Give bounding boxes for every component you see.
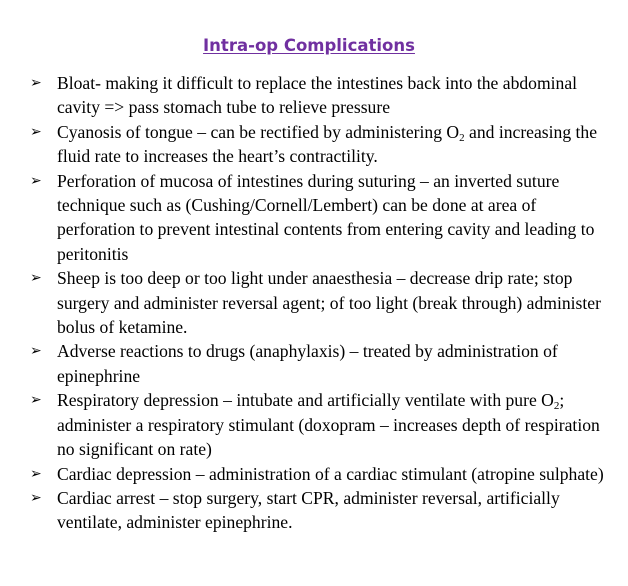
arrowhead-bullet-icon: ➢ bbox=[30, 270, 42, 287]
arrowhead-bullet-icon: ➢ bbox=[30, 392, 42, 409]
list-item bbox=[30, 266, 616, 339]
list-item bbox=[30, 120, 616, 169]
list-item-text: Sheep is too deep or too light under anaesthesia – decrease drip rate; stop surgery and administer reversal agent; of too light (break through) administer bolus of ketamine. bbox=[57, 268, 601, 338]
arrowhead-bullet-icon: ➢ bbox=[30, 465, 42, 482]
page-title: Intra-op Complications bbox=[203, 36, 415, 55]
list-item-text: Adverse reactions to drugs (anaphylaxis) – treated by administration of epinephrine bbox=[57, 341, 558, 386]
arrowhead-bullet-icon: ➢ bbox=[30, 75, 42, 91]
list-item bbox=[30, 462, 616, 486]
list-item-text-part: Cyanosis of tongue – can be rectified by administering O bbox=[57, 121, 460, 142]
arrowhead-bullet-icon: ➢ bbox=[30, 489, 42, 506]
subscript: 2 bbox=[553, 400, 560, 413]
subscript: 2 bbox=[459, 131, 465, 144]
arrowhead-bullet-icon: ➢ bbox=[30, 172, 42, 189]
list-item-text-part: and increasing the fluid rate to increases the heart’s contractility. bbox=[57, 121, 598, 167]
complications-list bbox=[30, 71, 616, 535]
list-item-text-part: Respiratory depression – intubate and artificially ventilate with pure O bbox=[57, 390, 554, 411]
list-item bbox=[30, 71, 616, 120]
list-item-text: Bloat- making it difficult to replace the intestines back into the abdominal cavity => pass stomach tube to relieve pressure bbox=[57, 73, 578, 118]
list-item-text: Cardiac arrest – stop surgery, start CPR, administer reversal, artificially ventilate, administer epinephrine. bbox=[57, 487, 560, 533]
arrowhead-bullet-icon: ➢ bbox=[30, 123, 42, 140]
list-item-text-part: ; administer a respiratory stimulant (doxopram – increases depth of respiration no significant on rate) bbox=[57, 390, 600, 460]
list-item bbox=[30, 486, 616, 535]
list-item bbox=[30, 169, 616, 267]
arrowhead-bullet-icon: ➢ bbox=[30, 343, 42, 360]
list-item bbox=[30, 388, 616, 461]
list-item-text: Perforation of mucosa of intestines during suturing – an inverted suture technique such as (Cushing/Cornell/Lembert) can be done at area of perforation to prevent intestinal contents from entering cavity and leading to peritonitis bbox=[57, 170, 595, 264]
list-item-text: Cardiac depression – administration of a cardiac stimulant (atropine sulphate) bbox=[57, 463, 604, 484]
list-item bbox=[30, 339, 616, 388]
